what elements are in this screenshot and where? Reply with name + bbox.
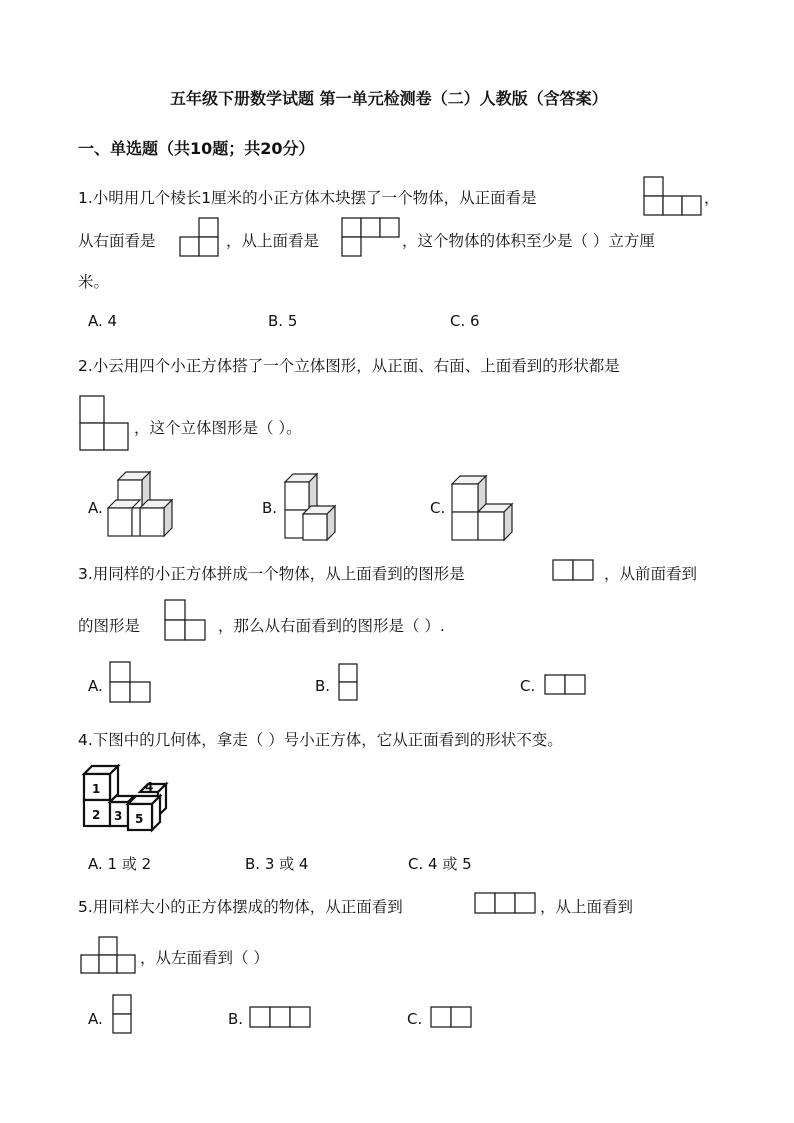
question-3-text-line1a: 3.用同样的小正方体拼成一个物体，从上面看到的图形是 bbox=[78, 565, 465, 583]
question-2-text-line1: 2.小云用四个小正方体搭了一个立体图形，从正面、右面、上面看到的形状都是 bbox=[78, 357, 620, 375]
question-5-text-line2: ，从左面看到（ ） bbox=[140, 949, 269, 967]
cube-1 bbox=[84, 766, 118, 802]
q3-option-a-label[interactable]: A. bbox=[88, 677, 103, 695]
question-1-text-line2b: ，从上面看是 bbox=[226, 232, 320, 250]
q4-option-a[interactable]: A. 1 或 2 bbox=[88, 855, 152, 873]
question-3-text-line2b: ，那么从右面看到的图形是（ ）. bbox=[218, 617, 445, 635]
cube-5-label: 5 bbox=[135, 812, 144, 826]
question-1-text-line3: 米。 bbox=[78, 273, 110, 291]
cube-right bbox=[478, 504, 512, 540]
q4-option-b[interactable]: B. 3 或 4 bbox=[245, 855, 309, 873]
question-4-text-line1: 4.下图中的几何体，拿走（ ）号小正方体，它从正面看到的形状不变。 bbox=[78, 731, 563, 749]
q3-top-view-figure bbox=[553, 560, 598, 582]
cube-2-label: 2 bbox=[92, 808, 101, 822]
cube-front-right bbox=[303, 506, 335, 540]
question-1-text-line1: 1.小明用几个棱长1厘米的小正方体木块摆了一个物体，从正面看是 bbox=[78, 189, 537, 207]
q1-option-c[interactable]: C. 6 bbox=[450, 312, 480, 330]
q3-option-b-label[interactable]: B. bbox=[315, 677, 331, 695]
question-5-text-line1a: 5.用同样大小的正方体摆成的物体，从正面看到 bbox=[78, 898, 403, 916]
q2-option-a-label[interactable]: A. bbox=[88, 499, 103, 517]
cube-5 bbox=[128, 796, 160, 830]
question-1-text-line2c: ，这个物体的体积至少是（ ）立方厘 bbox=[402, 232, 655, 250]
cube-3-label: 3 bbox=[114, 809, 123, 823]
q3-option-a-figure[interactable] bbox=[110, 662, 155, 706]
question-1-comma: ， bbox=[704, 189, 720, 207]
q1-option-b[interactable]: B. 5 bbox=[268, 312, 298, 330]
q5-option-b-figure[interactable] bbox=[249, 1006, 313, 1030]
question-3-text-line1b: ，从前面看到 bbox=[604, 565, 698, 583]
q4-option-c[interactable]: C. 4 或 5 bbox=[408, 855, 472, 873]
question-3-text-line2a: 的图形是 bbox=[78, 617, 141, 635]
q2-view-figure bbox=[80, 396, 130, 452]
q2-option-b-figure[interactable] bbox=[283, 472, 353, 542]
q2-option-c-label[interactable]: C. bbox=[430, 499, 446, 517]
question-1-text-line2a: 从右面看是 bbox=[78, 232, 156, 250]
cube-4-label: 4 bbox=[145, 780, 154, 794]
cube-2 bbox=[84, 800, 110, 826]
q2-option-b-label[interactable]: B. bbox=[262, 499, 278, 517]
q3-option-c-label[interactable]: C. bbox=[520, 677, 536, 695]
cube-1-label: 1 bbox=[92, 782, 101, 796]
q5-top-view-figure bbox=[80, 936, 138, 976]
question-5-text-line1b: ，从上面看到 bbox=[540, 898, 634, 916]
q1-front-view-figure bbox=[644, 177, 704, 217]
q1-option-a[interactable]: A. 4 bbox=[88, 312, 118, 330]
q3-option-c-figure[interactable] bbox=[545, 675, 589, 697]
q5-option-a-figure[interactable] bbox=[112, 994, 134, 1036]
q5-option-c-figure[interactable] bbox=[430, 1006, 474, 1030]
q4-numbered-cubes-figure bbox=[82, 764, 174, 834]
section-heading: 一、单选题（共10题；共20分） bbox=[78, 139, 315, 158]
q5-option-b-label[interactable]: B. bbox=[228, 1010, 244, 1028]
q3-option-b-figure[interactable] bbox=[339, 664, 361, 704]
q5-option-a-label[interactable]: A. bbox=[88, 1010, 103, 1028]
page-title: 五年级下册数学试题 第一单元检测卷（二）人教版（含答案） bbox=[170, 89, 608, 108]
q5-option-c-label[interactable]: C. bbox=[407, 1010, 423, 1028]
q3-front-view-figure bbox=[165, 600, 210, 644]
q2-option-c-figure[interactable] bbox=[452, 474, 520, 544]
q2-option-a-figure[interactable] bbox=[108, 470, 180, 538]
question-2-text-line2: ，这个立体图形是（ ）。 bbox=[134, 419, 302, 437]
q5-front-view-figure bbox=[474, 892, 538, 916]
q1-right-view-figure bbox=[180, 218, 220, 258]
q1-top-view-figure bbox=[342, 218, 402, 258]
